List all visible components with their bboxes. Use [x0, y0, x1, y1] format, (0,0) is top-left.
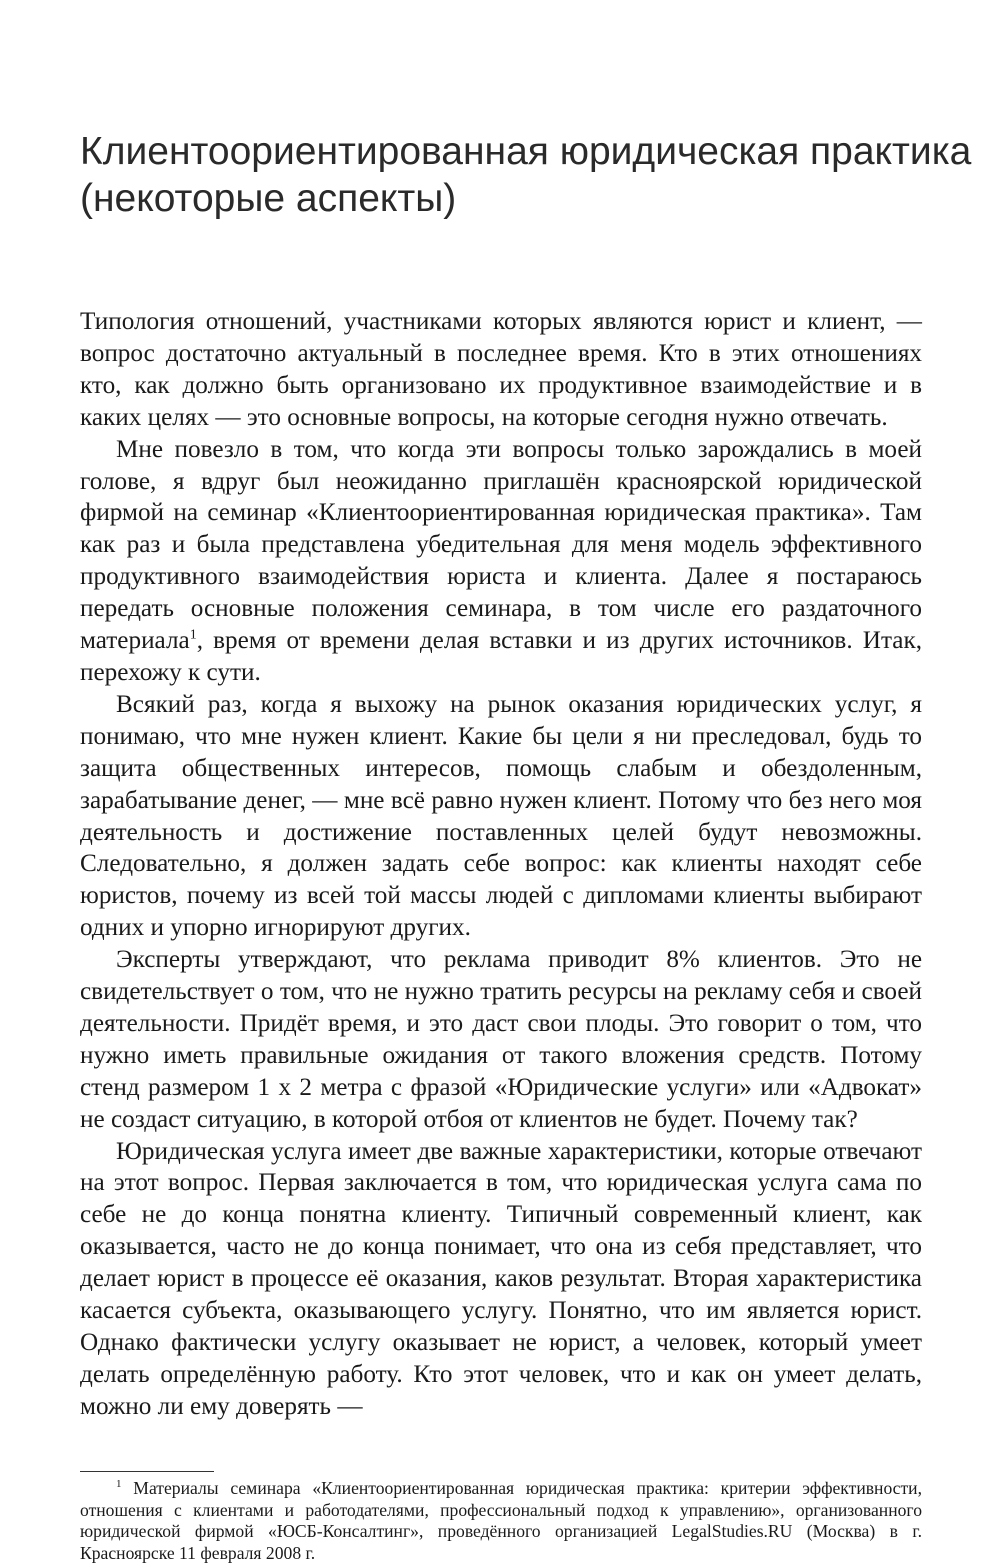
footnote — [80, 1478, 922, 1564]
chapter-title — [80, 128, 972, 222]
footnote-text: Материалы семинара «Клиентоориентированная юридическая практика: критерии эффективности, отношения с клиентами и работодателями, профессиональный подход к управлению», организованного юридической фирмой «ЮСБ-Консалтинг», проведённого организацией LegalStudies.RU (Москва) в г. Красноярске 11 февраля 2008 г. — [80, 1478, 922, 1563]
paragraph: Эксперты утверждают, что реклама приводит 8% клиентов. Это не свидетельствует о том, что не нужно тратить ресурсы на рекламу себя и своей деятельности. Придёт время, и это даст свои плоды. Это говорит о том, что нужно иметь правильные ожидания от такого вложения средств. Потому стенд размером 1 х 2 метра с фразой «Юридические услуги» или «Адвокат» не создаст ситуацию, в которой отбоя от клиентов не будет. Почему так? — [80, 946, 922, 1133]
chapter-title-line-2: (некоторые аспекты) — [80, 177, 457, 220]
footnote-marker: 1 — [116, 1478, 122, 1491]
body-text — [80, 306, 922, 1423]
chapter-title-line-1: Клиентоориентированная юридическая практика — [80, 130, 972, 173]
paragraph-text: Мне повезло в том, что когда эти вопросы только зарождались в моей голове, я вдруг был неожиданно приглашён красноярской юридической фирмой на семинар «Клиентоориентированная юридическая практика». Там как раз и была представлена убедительная для меня модель эффективного продуктивного взаимодействия юриста и клиента. Далее я постараюсь передать основные положения семинара, в том числе его раздаточного материала — [80, 435, 922, 655]
paragraph: Юридическая услуга имеет две важные характеристики, которые отвечают на этот вопрос. Первая заключается в том, что юридическая услуга сама по себе не до конца понятна клиенту. Типичный современный клиент, как оказывается, часто не до конца понимает, что она из себя представляет, что делает юрист в процессе её оказания, каков результат. Вторая характеристика касается субъекта, оказывающего услугу. Понятно, что им является юрист. Однако фактически услугу оказывает не юрист, а человек, который умеет делать определённую работу. Кто этот человек, что и как он умеет делать, можно ли ему доверять — — [80, 1137, 922, 1420]
paragraph-text-tail: , время от времени делая вставки и из других источников. Итак, перехожу к сути. — [80, 627, 922, 686]
footnote-divider — [80, 1471, 214, 1472]
footnote-reference: 1 — [189, 627, 197, 643]
paragraph-with-footnote — [80, 434, 922, 689]
paragraph: Типология отношений, участниками которых являются юрист и клиент, — вопрос достаточно актуальный в последнее время. Кто в этих отношениях кто, как должно быть организовано их продуктивное взаимодействие и в каких целях — это основные вопросы, на которые сегодня нужно отвечать. — [80, 308, 922, 431]
paragraph: Всякий раз, когда я выхожу на рынок оказания юридических услуг, я понимаю, что мне нужен клиент. Какие бы цели я ни преследовал, будь то защита общественных интересов, помощь слабым и обездоленным, зарабатывание денег, — мне всё равно нужен клиент. Потому что без него моя деятельность и достижение поставленных целей будут невозможны. Следовательно, я должен задать себе вопрос: как клиенты находят себе юристов, почему из всей той массы людей с дипломами клиенты выбирают одних и упорно игнорируют других. — [80, 690, 922, 942]
